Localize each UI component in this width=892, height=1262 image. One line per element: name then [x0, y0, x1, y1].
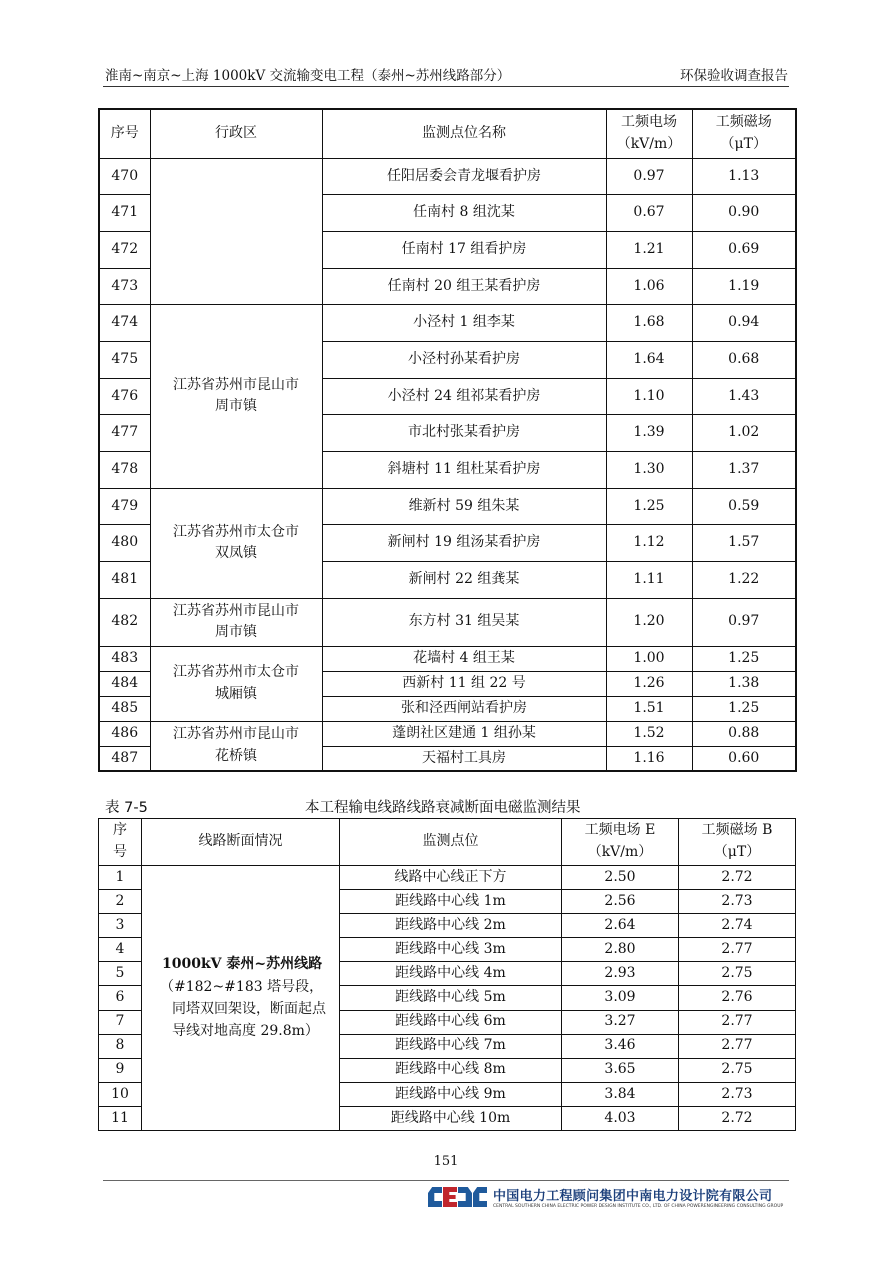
point-name-cell: 任南村 8 组沈某 — [322, 195, 606, 232]
e-field-cell: 1.12 — [606, 525, 692, 562]
footer-divider — [103, 1180, 789, 1181]
seq-cell: 481 — [99, 562, 150, 599]
b-field-cell: 2.75 — [679, 962, 796, 986]
seq-cell: 473 — [99, 268, 150, 305]
header-report-type: 环保验收调查报告 — [680, 68, 788, 84]
header-project-title: 淮南~南京~上海 1000kV 交流输变电工程（泰州~苏州线路部分） — [105, 68, 511, 84]
e-field-cell: 1.00 — [606, 646, 692, 671]
e-field-cell: 1.30 — [606, 452, 692, 489]
page-number: 151 — [433, 1154, 459, 1169]
seq-cell: 478 — [99, 452, 150, 489]
seq-cell: 7 — [99, 1010, 142, 1034]
e-field-cell: 3.09 — [562, 986, 679, 1010]
point-name-cell: 市北村张某看护房 — [322, 415, 606, 452]
region-cell: 江苏省苏州市昆山市 周市镇 — [150, 305, 322, 488]
point-cell: 距线路中心线 8m — [340, 1058, 562, 1082]
e-field-cell: 1.52 — [606, 721, 692, 746]
seq-cell: 487 — [99, 746, 150, 771]
point-name-cell: 维新村 59 组朱某 — [322, 488, 606, 525]
point-name-cell: 小泾村 24 组祁某看护房 — [322, 378, 606, 415]
e-field-cell: 1.16 — [606, 746, 692, 771]
e-field-cell: 1.39 — [606, 415, 692, 452]
b-field-cell: 1.57 — [692, 525, 796, 562]
seq-cell: 3 — [99, 914, 142, 938]
e-field-cell: 1.51 — [606, 696, 692, 721]
company-name-en: CENTRAL SOUTHERN CHINA ELECTRIC POWER DESIGN INSTITUTE CO., LTD. OF CHINA POWERENGINEERING CONSULTING GROUP — [493, 1204, 784, 1209]
b-field-cell: 2.77 — [679, 1034, 796, 1058]
seq-cell: 9 — [99, 1058, 142, 1082]
b-field-cell: 1.19 — [692, 268, 796, 305]
seq-cell: 472 — [99, 231, 150, 268]
b-field-cell: 1.02 — [692, 415, 796, 452]
table-caption — [105, 796, 795, 817]
e-field-cell: 2.93 — [562, 962, 679, 986]
e-field-cell: 1.64 — [606, 341, 692, 378]
b-field-cell: 0.90 — [692, 195, 796, 232]
e-field-cell: 2.80 — [562, 938, 679, 962]
e-field-cell: 2.50 — [562, 866, 679, 890]
point-cell: 距线路中心线 2m — [340, 914, 562, 938]
table-row — [99, 158, 796, 195]
point-cell: 距线路中心线 3m — [340, 938, 562, 962]
seq-cell: 10 — [99, 1082, 142, 1106]
table-row — [99, 488, 796, 525]
table-row — [99, 305, 796, 342]
header-point: 监测点位名称 — [322, 109, 606, 158]
seq-cell: 480 — [99, 525, 150, 562]
point-name-cell: 任南村 17 组看护房 — [322, 231, 606, 268]
region-cell: 江苏省苏州市太仓市 城厢镇 — [150, 646, 322, 721]
cedc-logo-icon — [428, 1187, 487, 1207]
seq-cell: 471 — [99, 195, 150, 232]
point-name-cell: 斜塘村 11 组杜某看护房 — [322, 452, 606, 489]
header-point: 监测点位 — [340, 819, 562, 866]
b-field-cell: 0.94 — [692, 305, 796, 342]
e-field-cell: 1.25 — [606, 488, 692, 525]
table-number: 表 7-5 — [105, 800, 148, 816]
point-name-cell: 新闸村 19 组汤某看护房 — [322, 525, 606, 562]
b-field-cell: 2.75 — [679, 1058, 796, 1082]
table-row — [99, 721, 796, 746]
b-field-cell: 0.97 — [692, 598, 796, 646]
b-field-cell: 0.68 — [692, 341, 796, 378]
attenuation-section-table — [98, 818, 796, 1131]
seq-cell: 5 — [99, 962, 142, 986]
header-seq: 序号 — [99, 109, 150, 158]
e-field-cell: 1.68 — [606, 305, 692, 342]
seq-cell: 483 — [99, 646, 150, 671]
b-field-cell: 2.72 — [679, 866, 796, 890]
e-field-cell: 1.20 — [606, 598, 692, 646]
header-divider — [103, 86, 789, 87]
seq-cell: 484 — [99, 671, 150, 696]
seq-cell: 479 — [99, 488, 150, 525]
point-name-cell: 张和泾西闸站看护房 — [322, 696, 606, 721]
point-name-cell: 任阳居委会青龙堰看护房 — [322, 158, 606, 195]
seq-cell: 470 — [99, 158, 150, 195]
b-field-cell: 1.43 — [692, 378, 796, 415]
e-field-cell: 1.11 — [606, 562, 692, 599]
point-name-cell: 任南村 20 组王某看护房 — [322, 268, 606, 305]
company-name-cn: 中国电力工程顾问集团中南电力设计院有限公司 — [493, 1189, 773, 1204]
point-name-cell: 新闸村 22 组龚某 — [322, 562, 606, 599]
company-logo — [428, 1185, 783, 1209]
page-header — [105, 64, 788, 84]
b-field-cell: 2.77 — [679, 938, 796, 962]
b-field-cell: 2.74 — [679, 914, 796, 938]
header-b-field: 工频磁场 B （μT） — [679, 819, 796, 866]
seq-cell: 6 — [99, 986, 142, 1010]
e-field-cell: 2.56 — [562, 890, 679, 914]
e-field-cell: 2.64 — [562, 914, 679, 938]
b-field-cell: 0.88 — [692, 721, 796, 746]
b-field-cell: 1.25 — [692, 696, 796, 721]
seq-cell: 2 — [99, 890, 142, 914]
seq-cell: 1 — [99, 866, 142, 890]
header-region: 行政区 — [150, 109, 322, 158]
table-row — [99, 866, 796, 890]
seq-cell: 474 — [99, 305, 150, 342]
point-cell: 距线路中心线 5m — [340, 986, 562, 1010]
region-cell: 江苏省苏州市昆山市 花桥镇 — [150, 721, 322, 771]
e-field-cell: 0.97 — [606, 158, 692, 195]
section-description-cell — [142, 866, 340, 1131]
b-field-cell: 0.60 — [692, 746, 796, 771]
seq-cell: 485 — [99, 696, 150, 721]
point-name-cell: 小泾村 1 组李某 — [322, 305, 606, 342]
table-title: 本工程输电线路线路衰减断面电磁监测结果 — [305, 800, 581, 816]
b-field-cell: 2.73 — [679, 890, 796, 914]
point-cell: 距线路中心线 1m — [340, 890, 562, 914]
header-e-field: 工频电场 E （kV/m） — [562, 819, 679, 866]
b-field-cell: 1.25 — [692, 646, 796, 671]
e-field-cell: 3.84 — [562, 1082, 679, 1106]
e-field-cell: 3.65 — [562, 1058, 679, 1082]
point-cell: 距线路中心线 10m — [340, 1106, 562, 1130]
b-field-cell: 1.22 — [692, 562, 796, 599]
table-row — [99, 646, 796, 671]
point-name-cell: 西新村 11 组 22 号 — [322, 671, 606, 696]
e-field-cell: 1.26 — [606, 671, 692, 696]
table-row — [99, 598, 796, 646]
b-field-cell: 2.77 — [679, 1010, 796, 1034]
point-name-cell: 小泾村孙某看护房 — [322, 341, 606, 378]
region-cell: 江苏省苏州市昆山市 周市镇 — [150, 598, 322, 646]
e-field-cell: 4.03 — [562, 1106, 679, 1130]
seq-cell: 8 — [99, 1034, 142, 1058]
b-field-cell: 0.69 — [692, 231, 796, 268]
e-field-cell: 1.21 — [606, 231, 692, 268]
b-field-cell: 0.59 — [692, 488, 796, 525]
b-field-cell: 2.72 — [679, 1106, 796, 1130]
header-e-field: 工频电场 （kV/m） — [606, 109, 692, 158]
seq-cell: 486 — [99, 721, 150, 746]
header-b-field: 工频磁场 （μT） — [692, 109, 796, 158]
point-name-cell: 东方村 31 组吴某 — [322, 598, 606, 646]
seq-cell: 4 — [99, 938, 142, 962]
point-cell: 距线路中心线 6m — [340, 1010, 562, 1034]
seq-cell: 476 — [99, 378, 150, 415]
b-field-cell: 1.38 — [692, 671, 796, 696]
point-cell: 线路中心线正下方 — [340, 866, 562, 890]
point-name-cell: 蓬朗社区建通 1 组孙某 — [322, 721, 606, 746]
e-field-cell: 1.10 — [606, 378, 692, 415]
b-field-cell: 2.76 — [679, 986, 796, 1010]
seq-cell: 475 — [99, 341, 150, 378]
point-cell: 距线路中心线 9m — [340, 1082, 562, 1106]
point-cell: 距线路中心线 4m — [340, 962, 562, 986]
b-field-cell: 1.37 — [692, 452, 796, 489]
b-field-cell: 1.13 — [692, 158, 796, 195]
seq-cell: 11 — [99, 1106, 142, 1130]
point-name-cell: 天福村工具房 — [322, 746, 606, 771]
seq-cell: 482 — [99, 598, 150, 646]
header-seq: 序 号 — [99, 819, 142, 866]
e-field-cell: 3.27 — [562, 1010, 679, 1034]
point-cell: 距线路中心线 7m — [340, 1034, 562, 1058]
region-cell: 江苏省苏州市太仓市 双凤镇 — [150, 488, 322, 598]
header-region: 线路断面情况 — [142, 819, 340, 866]
e-field-cell: 1.06 — [606, 268, 692, 305]
seq-cell: 477 — [99, 415, 150, 452]
point-name-cell: 花墙村 4 组王某 — [322, 646, 606, 671]
monitoring-table-sensitive-points — [98, 108, 797, 772]
e-field-cell: 3.46 — [562, 1034, 679, 1058]
section-line-name: 1000kV 泰州~苏州线路 — [162, 956, 323, 973]
section-details: （#182~#183 塔号段，同塔双回架设，断面起点导线对地高度 29.8m） — [160, 978, 326, 1040]
b-field-cell: 2.73 — [679, 1082, 796, 1106]
region-cell — [150, 158, 322, 305]
e-field-cell: 0.67 — [606, 195, 692, 232]
